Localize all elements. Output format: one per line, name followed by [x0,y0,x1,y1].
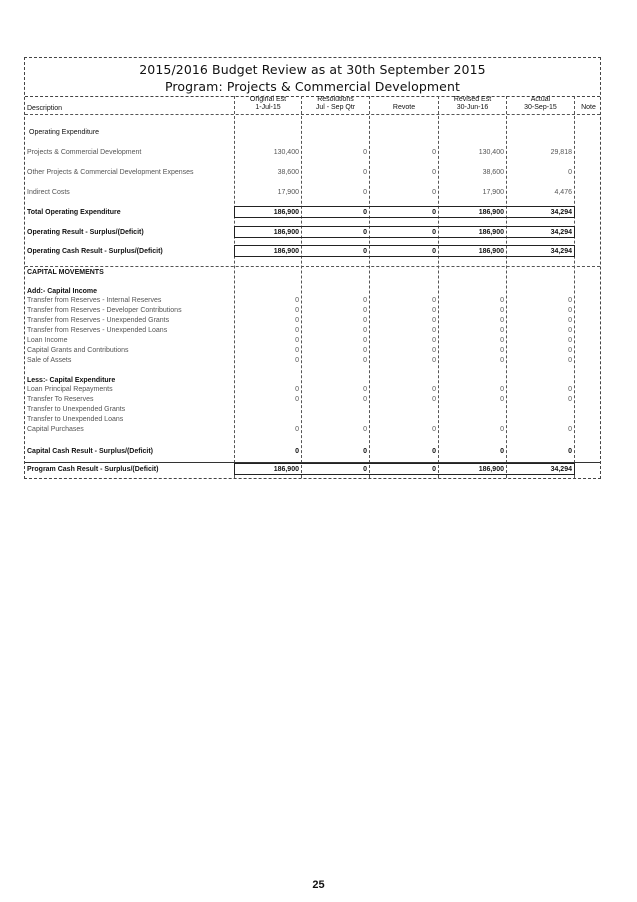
result-label: Operating Result - Surplus/(Deficit) [27,229,144,236]
col-revised-b: 30-Jun-16 [456,104,489,111]
less-row-label: Transfer to Unexpended Grants [27,406,126,413]
capital-result-label: Capital Cash Result - Surplus/(Deficit) [27,448,154,455]
program-value: 0 [363,466,367,473]
add-row-label: Capital Grants and Contributions [27,347,129,354]
program-label: Program Cash Result - Surplus/(Deficit) [27,466,159,473]
operating-row-value: 0 [363,149,367,156]
operating-row-value: 130,400 [478,149,504,156]
total-value: 34,294 [550,209,572,216]
add-row-label: Transfer from Reserves - Unexpended Loans [27,327,168,334]
col-divider [574,96,575,478]
operating-row-value: 17,900 [482,189,504,196]
add-row-value: 0 [500,317,504,324]
result-value: 186,900 [478,229,504,236]
page-title: 2015/2016 Budget Review as at 30th September 2015 [139,62,486,77]
add-row-value: 0 [363,317,367,324]
program-value: 186,900 [478,466,504,473]
col-divider [301,96,302,478]
cash-value: 34,294 [550,248,572,255]
add-row-value: 0 [295,317,299,324]
less-row-value: 0 [568,426,572,433]
operating-row-value: 0 [568,169,572,176]
col-actual-a: Actual [530,96,551,103]
cash-value: 0 [432,248,436,255]
result-value: 186,900 [273,229,299,236]
less-row-value: 0 [295,386,299,393]
add-row-label: Sale of Assets [27,357,72,364]
less-row-label: Loan Principal Repayments [27,386,113,393]
less-row-label: Capital Purchases [27,426,84,433]
add-row-value: 0 [432,327,436,334]
add-row-value: 0 [295,307,299,314]
operating-row-value: 38,600 [482,169,504,176]
less-row-value: 0 [432,386,436,393]
operating-row-value: 0 [363,189,367,196]
add-row-value: 0 [363,337,367,344]
budget-table [24,57,601,479]
add-row-value: 0 [500,327,504,334]
add-row-value: 0 [363,357,367,364]
capital-result-value: 0 [295,448,299,455]
program-value: 34,294 [550,466,572,473]
add-row-value: 0 [568,297,572,304]
total-value: 0 [363,209,367,216]
less-row-value: 0 [363,396,367,403]
section-divider [25,266,600,267]
col-divider [506,96,507,478]
operating-row-label: Projects & Commercial Development [27,149,142,156]
operating-row-value: 38,600 [277,169,299,176]
col-revised-a: Revised Est [453,96,492,103]
col-original-b: 1-Jul-15 [255,104,281,111]
program-value: 0 [432,466,436,473]
operating-heading: Operating Expenditure [29,129,100,136]
add-row-value: 0 [500,347,504,354]
add-row-value: 0 [568,307,572,314]
less-row-value: 0 [295,396,299,403]
less-row-label: Transfer to Unexpended Loans [27,416,124,423]
less-row-value: 0 [432,426,436,433]
capital-heading: CAPITAL MOVEMENTS [27,269,104,276]
less-row-label: Transfer To Reserves [27,396,94,403]
operating-row-value: 0 [432,149,436,156]
less-row-value: 0 [295,426,299,433]
add-row-value: 0 [295,357,299,364]
add-row-value: 0 [568,347,572,354]
add-row-value: 0 [568,317,572,324]
add-row-value: 0 [568,337,572,344]
add-row-value: 0 [500,307,504,314]
add-row-label: Transfer from Reserves - Developer Contributions [27,307,182,314]
col-divider [369,96,370,478]
add-row-value: 0 [432,307,436,314]
add-row-value: 0 [432,347,436,354]
add-row-value: 0 [432,337,436,344]
col-revote: Revote [392,104,416,111]
cash-value: 0 [363,248,367,255]
capital-result-value: 0 [363,448,367,455]
add-row-value: 0 [363,347,367,354]
operating-row-value: 0 [432,189,436,196]
add-row-value: 0 [500,357,504,364]
less-row-value: 0 [363,426,367,433]
less-row-value: 0 [500,386,504,393]
operating-row-label: Indirect Costs [27,189,70,196]
add-row-value: 0 [432,317,436,324]
add-row-value: 0 [363,297,367,304]
operating-row-value: 17,900 [277,189,299,196]
add-row-value: 0 [432,357,436,364]
less-row-value: 0 [568,386,572,393]
col-resolutions-a: Resolutions [317,96,354,103]
less-row-value: 0 [432,396,436,403]
add-row-value: 0 [295,297,299,304]
col-actual-b: 30-Sep-15 [524,104,557,111]
total-value: 186,900 [478,209,504,216]
operating-row-value: 29,818 [550,149,572,156]
operating-row-value: 130,400 [273,149,299,156]
add-row-value: 0 [568,327,572,334]
add-row-value: 0 [363,307,367,314]
add-row-label: Loan Income [27,337,68,344]
add-heading: Add:- Capital Income [27,288,98,295]
page-number: 25 [312,879,325,891]
operating-row-value: 0 [363,169,367,176]
total-value: 186,900 [273,209,299,216]
add-row-value: 0 [568,357,572,364]
total-label: Total Operating Expenditure [27,209,121,216]
add-row-value: 0 [295,337,299,344]
header-divider [25,114,600,115]
add-row-value: 0 [363,327,367,334]
result-value: 0 [363,229,367,236]
add-row-value: 0 [295,327,299,334]
program-value: 186,900 [273,466,299,473]
add-row-value: 0 [500,337,504,344]
operating-row-value: 0 [432,169,436,176]
capital-result-value: 0 [500,448,504,455]
cash-value: 186,900 [273,248,299,255]
col-resolutions-b: Jul - Sep Qtr [315,104,356,111]
add-row-value: 0 [432,297,436,304]
col-divider [438,96,439,478]
col-note: Note [581,104,596,111]
col-description: Description [27,105,63,112]
capital-result-value: 0 [432,448,436,455]
total-value: 0 [432,209,436,216]
add-row-label: Transfer from Reserves - Internal Reserves [27,297,162,304]
capital-result-value: 0 [568,448,572,455]
result-value: 34,294 [550,229,572,236]
less-row-value: 0 [568,396,572,403]
operating-row-label: Other Projects & Commercial Development Expenses [27,169,194,176]
col-original-a: Original Est [249,96,287,103]
result-value: 0 [432,229,436,236]
add-row-label: Transfer from Reserves - Unexpended Grants [27,317,170,324]
operating-row-value: 4,476 [554,189,572,196]
less-row-value: 0 [500,396,504,403]
less-row-value: 0 [500,426,504,433]
cash-value: 186,900 [478,248,504,255]
less-heading: Less:- Capital Expenditure [27,377,116,384]
add-row-value: 0 [295,347,299,354]
col-divider [234,96,235,478]
cash-label: Operating Cash Result - Surplus/(Deficit) [27,248,163,255]
less-row-value: 0 [363,386,367,393]
program-title: Program: Projects & Commercial Development [165,79,460,94]
add-row-value: 0 [500,297,504,304]
